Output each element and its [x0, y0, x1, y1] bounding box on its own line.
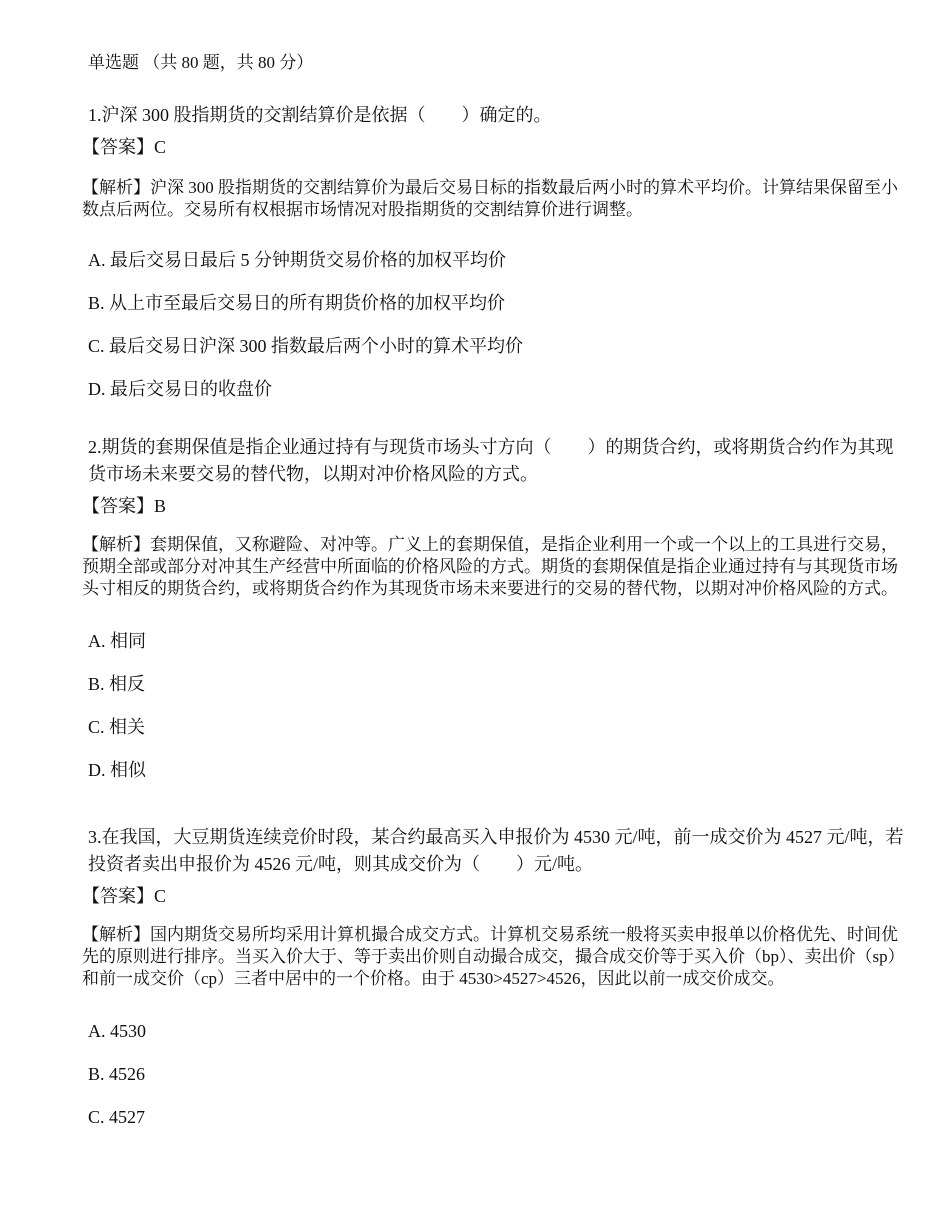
- analysis-text: 【解析】沪深 300 股指期货的交割结算价为最后交易日标的指数最后两小时的算术平均价。计算结果保留至小数点后两位。交易所有权根据市场情况对股指期货的交割结算价进行调整。: [82, 178, 898, 219]
- option-c: C. 4527: [88, 1107, 146, 1127]
- option-b: B. 相反: [88, 674, 146, 694]
- analysis-text: 【解析】套期保值，又称避险、对冲等。广义上的套期保值，是指企业利用一个或一个以上的工具进行交易，预期全部或部分对冲其生产经营中所面临的价格风险的方式。期货的套期保值是指企业通过持有与其现货市场头寸相反的期货合约，或将期货合约作为其现货市场未来要进行的交易的替代物，以期对冲价格风险的方式。: [82, 535, 898, 598]
- option-a: A. 相同: [88, 631, 146, 651]
- analysis-text: 【解析】国内期货交易所均采用计算机撮合成交方式。计算机交易系统一般将买卖申报单以价格优先、时间优先的原则进行排序。当买入价大于、等于卖出价则自动撮合成交，撮合成交价等于买入价（bp）、卖出价（sp）和前一成交价（cp）三者中居中的一个价格。由于 4530>4527>4526，因此以前一成交价成交。: [82, 925, 898, 988]
- answer-line: 【答案】C: [82, 886, 167, 906]
- option-d: D. 最后交易日的收盘价: [88, 379, 272, 399]
- question-1: [82, 102, 910, 421]
- option-list: [88, 249, 910, 421]
- option-list: [88, 630, 910, 802]
- option-a: A. 最后交易日最后 5 分钟期货交易价格的加权平均价: [88, 250, 506, 270]
- option-c: C. 相关: [88, 717, 146, 737]
- option-list: [88, 1020, 910, 1149]
- option-d: D. 相似: [88, 760, 146, 780]
- option-b: B. 4526: [88, 1064, 146, 1084]
- option-c: C. 最后交易日沪深 300 指数最后两个小时的算术平均价: [88, 336, 524, 356]
- option-b: B. 从上市至最后交易日的所有期货价格的加权平均价: [88, 293, 506, 313]
- question-stem: 2.期货的套期保值是指企业通过持有与现货市场头寸方向（ ）的期货合约，或将期货合约作为其现货市场未来要交易的替代物，以期对冲价格风险的方式。: [88, 437, 894, 484]
- question-3: [82, 824, 910, 1149]
- answer-line: 【答案】B: [82, 496, 167, 516]
- answer-line: 【答案】C: [82, 137, 167, 157]
- question-stem: 1.沪深 300 股指期货的交割结算价是依据（ ）确定的。: [88, 105, 552, 125]
- question-2: [82, 434, 910, 802]
- question-stem: 3.在我国，大豆期货连续竞价时段，某合约最高买入申报价为 4530 元/吨，前一成交价为 4527 元/吨，若投资者卖出申报价为 4526 元/吨，则其成交价为（ ）元/吨。: [88, 827, 904, 874]
- option-a: A. 4530: [88, 1021, 146, 1041]
- section-title: 单选题 （共 80 题，共 80 分）: [88, 53, 314, 72]
